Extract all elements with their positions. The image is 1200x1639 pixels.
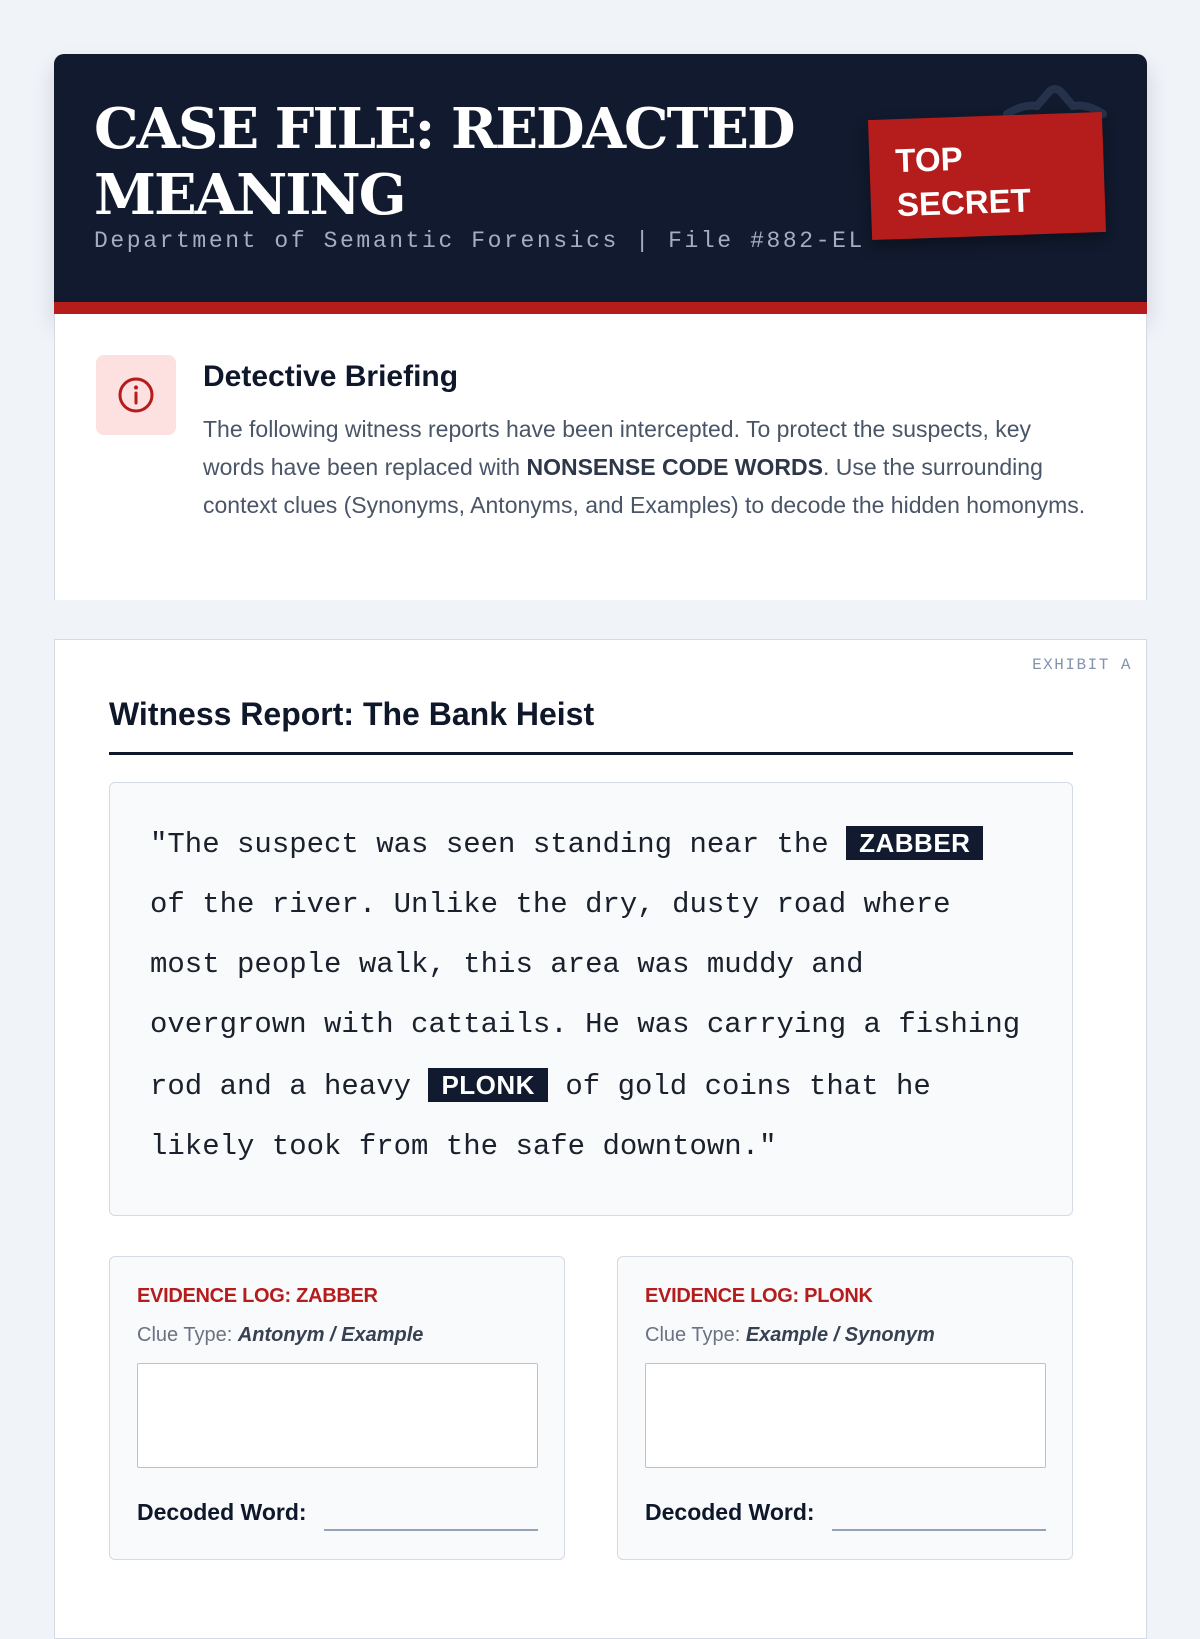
clue-type-value: Antonym / Example <box>237 1324 424 1346</box>
case-file-header <box>54 54 1147 314</box>
quote-part-3: of gold coins that he likely took from the safe downtown." <box>150 1070 931 1163</box>
clue-type-label: Clue Type: <box>645 1324 741 1346</box>
briefing-emphasis: NONSENSE CODE WORDS <box>526 454 823 480</box>
evidence-log-title: EVIDENCE LOG: ZABBER <box>137 1285 378 1307</box>
evidence-log-zabber <box>109 1256 565 1560</box>
briefing-text-end: . Use the surrounding context clues (Synonyms, Antonyms, and Examples) to decode the hidden homonyms. <box>203 454 1086 518</box>
department-subtitle: Department of Semantic Forensics | File #882-EL <box>94 228 865 254</box>
evidence-log-title: EVIDENCE LOG: PLONK <box>645 1285 873 1307</box>
exhibit-tag: EXHIBIT A <box>1032 656 1132 674</box>
quote-part-2: of the river. Unlike the dry, dusty road where most people walk, this area was muddy and overgrown with cattails. He was carrying a fishing rod and a heavy <box>150 888 1021 1103</box>
info-icon-box <box>96 355 176 435</box>
decoded-word-input[interactable] <box>324 1529 538 1531</box>
top-secret-stamp: TOP SECRET <box>868 112 1106 240</box>
exhibit-card <box>54 639 1147 1639</box>
witness-quote <box>150 813 1032 1177</box>
clue-type-value: Example / Synonym <box>745 1324 935 1346</box>
briefing-text <box>203 410 1093 524</box>
witness-quote-box <box>109 782 1073 1216</box>
decoded-word-label: Decoded Word: <box>137 1499 307 1525</box>
decoded-word-input[interactable] <box>832 1529 1046 1531</box>
case-file-page <box>54 54 1147 1525</box>
briefing-text-start: The following witness reports have been intercepted. To protect the suspects, key words have been replaced with <box>203 416 1032 480</box>
clue-type-label: Clue Type: <box>137 1324 233 1346</box>
detective-briefing <box>54 314 1147 600</box>
evidence-notes-input[interactable] <box>137 1363 538 1468</box>
clue-type <box>645 1324 935 1347</box>
codeword-zabber: ZABBER <box>846 826 983 860</box>
title-divider <box>109 752 1073 755</box>
info-icon <box>117 376 155 414</box>
decoded-word-label: Decoded Word: <box>645 1499 815 1525</box>
codeword-plonk: PLONK <box>428 1068 548 1102</box>
clue-type <box>137 1324 423 1347</box>
page-title: CASE FILE: REDACTED MEANING <box>94 96 794 228</box>
quote-part-1: "The suspect was seen standing near the <box>150 828 847 861</box>
report-title: Witness Report: The Bank Heist <box>109 696 595 732</box>
briefing-title: Detective Briefing <box>203 360 459 393</box>
evidence-log-plonk <box>617 1256 1073 1560</box>
evidence-notes-input[interactable] <box>645 1363 1046 1468</box>
